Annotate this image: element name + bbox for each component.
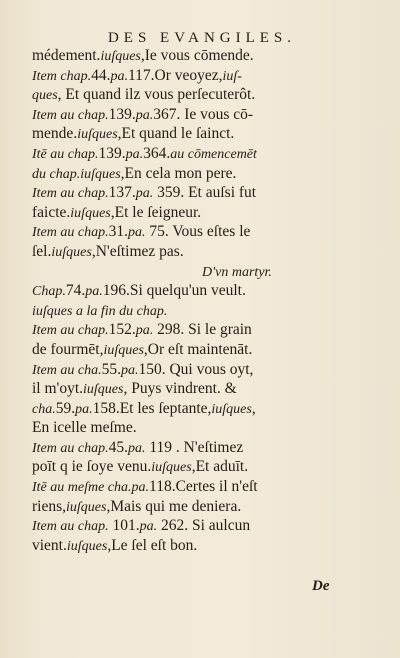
- roman-run: ,Or eſt maintenāt.: [143, 340, 253, 358]
- italic-run: pa.: [85, 284, 103, 300]
- text-line: [32, 124, 382, 144]
- roman-run: médement.: [32, 47, 101, 64]
- italic-run: pa.: [139, 519, 158, 535]
- text-line: [32, 320, 382, 340]
- roman-run: vient.: [32, 536, 67, 554]
- roman-run: 31.: [108, 223, 128, 241]
- text-line: [32, 457, 382, 477]
- text-line: [32, 262, 382, 282]
- roman-run: ſel.: [32, 242, 52, 260]
- roman-run: 196.Si quelqu'un veult.: [102, 282, 246, 300]
- text-line: [32, 46, 382, 66]
- italic-run: iuſques: [103, 342, 144, 358]
- italic-run: Item au cha.: [32, 362, 102, 378]
- roman-run: ,Le ſel eſt bon.: [107, 536, 198, 554]
- roman-run: poīt q ie ſoye venu.: [32, 458, 152, 476]
- roman-run: 139.: [98, 144, 126, 162]
- italic-run: Item au chap.: [32, 225, 109, 241]
- roman-run: 298. Si le grain: [153, 321, 252, 339]
- running-head: DES EVANGILES.: [107, 30, 297, 46]
- italic-run: ques: [32, 88, 58, 104]
- roman-run: 367. Ie vous cō-: [153, 105, 254, 123]
- italic-run: Chap.: [32, 284, 66, 300]
- text-line: [32, 66, 382, 86]
- text-line: [32, 105, 382, 125]
- italic-run: iuſques: [83, 382, 124, 398]
- roman-run: , Puys vindrent. &: [123, 380, 237, 398]
- roman-run: faicte.: [32, 203, 71, 221]
- text-line: [32, 281, 382, 301]
- roman-run: 262. Si aulcun: [157, 517, 251, 535]
- roman-run: 158.Et les ſeptante,: [92, 399, 212, 417]
- roman-run: 44.: [91, 66, 111, 84]
- roman-run: ,Et aduīt.: [191, 458, 249, 476]
- roman-run: , Et quand ilz vous perſecuterôt.: [57, 86, 256, 104]
- italic-run: au cōmencemēt: [170, 146, 257, 162]
- italic-run: iuſques: [211, 401, 252, 417]
- italic-run: iuſques: [66, 538, 108, 554]
- roman-run: 137.: [108, 184, 136, 202]
- text-block: [32, 46, 382, 555]
- roman-run: 75. Vous eſtes le: [145, 223, 251, 241]
- text-line: [32, 399, 382, 419]
- roman-run: ,: [251, 399, 256, 417]
- italic-run: iuſques: [70, 205, 111, 221]
- italic-run: iuſques: [100, 49, 141, 64]
- italic-run: pa.: [135, 323, 154, 339]
- italic-run: pa.: [135, 186, 154, 202]
- italic-run: Item au chap.: [32, 323, 109, 339]
- italic-run: pa.: [110, 68, 128, 84]
- text-line: [32, 379, 382, 399]
- italic-run: pa.: [125, 146, 144, 162]
- italic-run: D'vn martyr.: [202, 264, 272, 280]
- italic-run: pa.: [75, 401, 93, 417]
- text-line: [32, 497, 382, 517]
- italic-run: pa.: [127, 225, 146, 241]
- text-line: [32, 418, 382, 438]
- italic-run: iuſ-: [222, 68, 242, 84]
- roman-run: 45.: [108, 438, 128, 456]
- roman-run: 117.Or veoyez,: [127, 66, 223, 84]
- text-line: [32, 438, 382, 458]
- roman-run: 150. Qui vous oyt,: [138, 360, 254, 378]
- italic-run: Item au chap.: [32, 440, 109, 456]
- text-line: [32, 144, 382, 164]
- italic-run: Item au chap.: [32, 186, 109, 202]
- roman-run: 55.: [101, 360, 121, 378]
- roman-run: riens,: [32, 497, 67, 515]
- italic-run: iuſques: [51, 244, 92, 260]
- text-line: [32, 536, 382, 556]
- italic-run: pa.: [135, 107, 154, 123]
- roman-run: 59.: [55, 399, 76, 417]
- italic-run: du chap.iuſques: [32, 166, 121, 182]
- roman-run: 101.: [108, 517, 140, 535]
- roman-run: ,Ie vous cōmende.: [140, 47, 254, 64]
- roman-run: 139.: [108, 105, 136, 123]
- text-line: [32, 222, 382, 242]
- roman-run: de fourmēt,: [32, 340, 104, 358]
- italic-run: iuſques: [151, 460, 192, 476]
- italic-run: Itē au meſme cha.pa.: [32, 480, 150, 496]
- italic-run: pa.: [127, 440, 146, 456]
- roman-run: il m'oyt.: [32, 380, 84, 398]
- text-line: [32, 164, 382, 184]
- text-line: [32, 183, 382, 203]
- italic-run: Itē au chap.: [32, 146, 99, 162]
- roman-run: ,N'eſtimez pas.: [91, 242, 184, 260]
- text-line: [32, 203, 382, 223]
- roman-run: ,Et le ſeigneur.: [110, 203, 202, 221]
- roman-run: ,En cela mon pere.: [120, 164, 237, 182]
- italic-run: iuſques: [77, 127, 118, 143]
- italic-run: Item au chap.: [32, 107, 109, 123]
- roman-run: En icelle meſme.: [32, 419, 137, 437]
- roman-run: 152.: [108, 321, 136, 339]
- italic-run: pa.: [120, 362, 139, 378]
- roman-run: 74.: [65, 282, 86, 300]
- text-line: [32, 85, 382, 105]
- roman-run: 118.Certes il n'eſt: [149, 478, 258, 496]
- text-line: [32, 516, 382, 536]
- text-line: [32, 301, 382, 321]
- text-line: [32, 340, 382, 360]
- text-line: [32, 360, 382, 380]
- roman-run: 359. Et auſsi fut: [153, 184, 257, 202]
- italic-run: iuſques: [66, 499, 107, 515]
- roman-run: 119 . N'eſtimez: [145, 438, 244, 456]
- italic-run: cha.: [32, 401, 56, 417]
- roman-run: ,Et quand le ſainct.: [117, 125, 235, 143]
- roman-run: 364.: [143, 144, 171, 162]
- catchword: De: [312, 578, 330, 594]
- italic-run: Item au chap.: [32, 519, 109, 535]
- text-line: [32, 477, 382, 497]
- roman-run: mende.: [32, 125, 78, 143]
- italic-run: iuſques a la fin du chap.: [32, 303, 168, 319]
- text-line: [32, 242, 382, 262]
- italic-run: Item chap.: [32, 68, 92, 84]
- roman-run: ,Mais qui me deniera.: [106, 497, 242, 515]
